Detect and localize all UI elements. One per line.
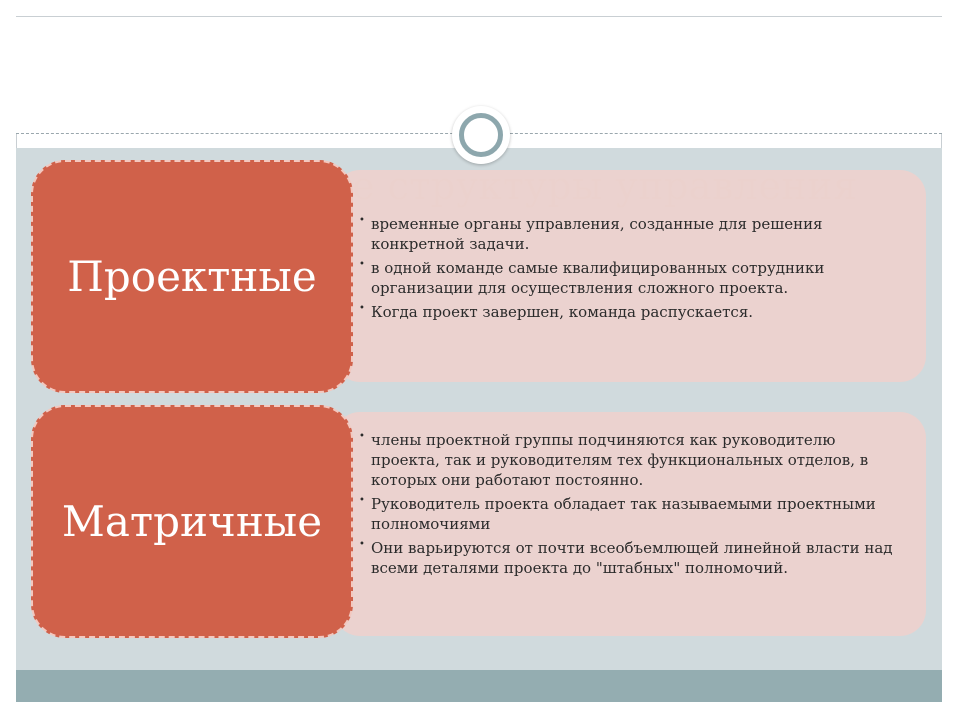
- bullet-item: [357, 214, 905, 254]
- bullet-item: [357, 430, 905, 490]
- ring-ornament-icon: [452, 106, 510, 164]
- bullet-dot-icon: •: [359, 303, 365, 314]
- bullet-text: в одной команде самые квалифицированных сотрудники организации для осуществления сложного проекта.: [371, 259, 825, 297]
- label-matrix: [31, 405, 353, 638]
- bullet-list-matrix: [357, 430, 905, 582]
- bullet-text: члены проектной группы подчиняются как руководителю проекта, так и руководителям тех функциональных отделов, в которых они работают постоянно.: [371, 431, 869, 489]
- bullet-dot-icon: •: [359, 215, 365, 226]
- bullet-dot-icon: •: [359, 539, 365, 550]
- bullet-text: Когда проект завершен, команда распускается.: [371, 303, 754, 321]
- bullet-item: [357, 538, 905, 578]
- label-projective: [31, 160, 353, 393]
- bullet-item: [357, 302, 905, 322]
- bullet-item: [357, 494, 905, 534]
- bullet-text: Они варьируются от почти всеобъемлющей линейной власти над всеми деталями проекта до "штабных" полномочий.: [371, 539, 893, 577]
- label-matrix-text: Матричные: [61, 497, 323, 546]
- bullet-dot-icon: •: [359, 495, 365, 506]
- bullet-dot-icon: •: [359, 259, 365, 270]
- bullet-list-projective: [357, 214, 905, 326]
- label-projective-text: Проектные: [67, 252, 317, 301]
- bullet-text: временные органы управления, созданные для решения конкретной задачи.: [371, 215, 823, 253]
- bullet-text: Руководитель проекта обладает так называемыми проектными полномочиями: [371, 495, 876, 533]
- footer-band: [16, 670, 942, 702]
- bullet-item: [357, 258, 905, 298]
- bullet-dot-icon: •: [359, 431, 365, 442]
